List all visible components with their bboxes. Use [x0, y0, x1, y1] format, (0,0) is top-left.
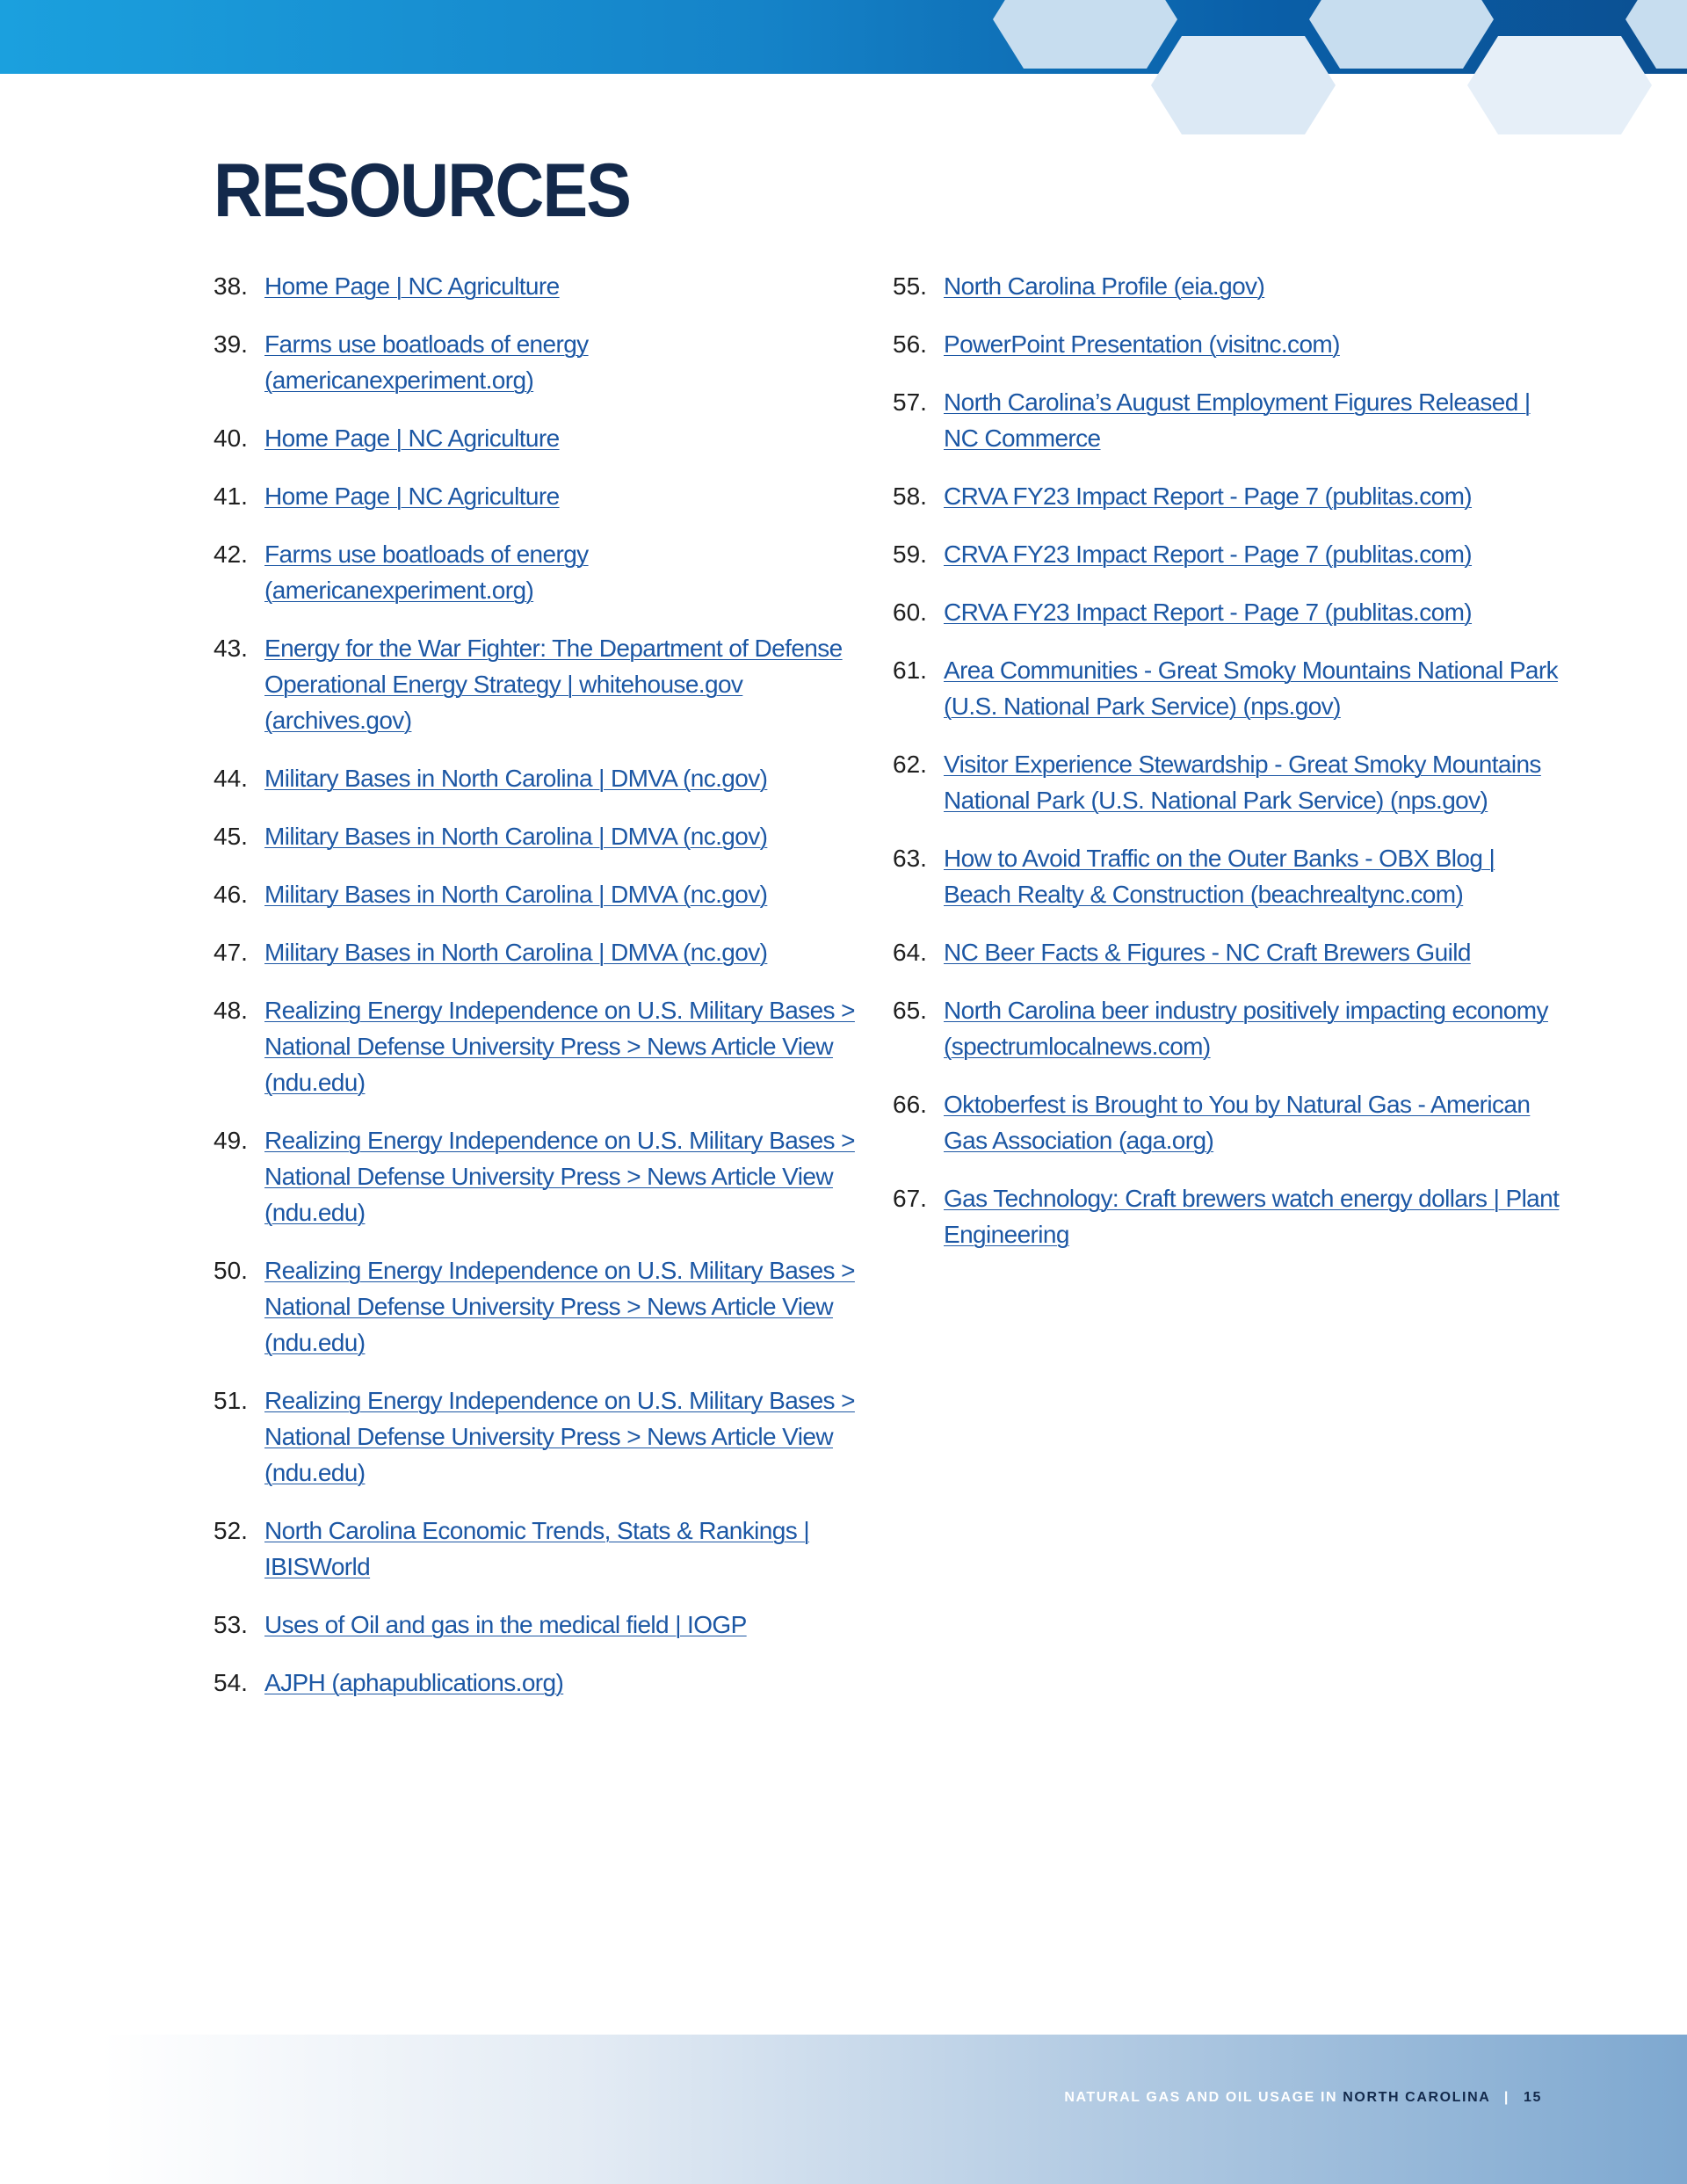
hexagon-shape [993, 0, 1177, 69]
reference-link[interactable]: Home Page | NC Agriculture [264, 272, 560, 300]
reference-number: 38. [214, 272, 248, 300]
reference-link[interactable]: Visitor Experience Stewardship - Great Smoky Mountains National Park (U.S. National Park Service) (nps.gov) [944, 751, 1541, 814]
reference-number: 54. [214, 1669, 248, 1696]
reference-link[interactable]: Realizing Energy Independence on U.S. Military Bases > National Defense University Press > News Article View (ndu.edu) [264, 1127, 855, 1226]
hexagon-shape [1151, 36, 1336, 134]
footer-label-accent: NORTH CAROLINA [1343, 2090, 1490, 2105]
list-item [214, 268, 859, 304]
hexagon-pattern [0, 0, 1687, 149]
reference-number: 47. [214, 939, 248, 966]
reference-number: 43. [214, 635, 248, 662]
list-item [214, 1252, 859, 1360]
reference-link[interactable]: Military Bases in North Carolina | DMVA (nc.gov) [264, 939, 768, 966]
list-item [214, 992, 859, 1100]
list-item [893, 384, 1560, 456]
reference-link[interactable]: PowerPoint Presentation (visitnc.com) [944, 330, 1340, 358]
reference-link[interactable]: North Carolina Economic Trends, Stats & Rankings | IBISWorld [264, 1517, 810, 1580]
reference-link[interactable]: North Carolina’s August Employment Figures Released | NC Commerce [944, 388, 1531, 452]
reference-number: 63. [893, 845, 927, 872]
list-item [893, 992, 1560, 1064]
reference-number: 42. [214, 541, 248, 568]
reference-link[interactable]: Home Page | NC Agriculture [264, 483, 560, 510]
reference-link[interactable]: AJPH (aphapublications.org) [264, 1669, 564, 1696]
reference-link[interactable]: How to Avoid Traffic on the Outer Banks - OBX Blog | Beach Realty & Construction (beachrealtync.com) [944, 845, 1495, 908]
list-item [214, 420, 859, 456]
reference-link[interactable]: Military Bases in North Carolina | DMVA (nc.gov) [264, 823, 768, 850]
list-item [214, 326, 859, 398]
footer-band [0, 2035, 1687, 2184]
reference-number: 40. [214, 424, 248, 452]
reference-link[interactable]: CRVA FY23 Impact Report - Page 7 (publitas.com) [944, 541, 1473, 568]
reference-link[interactable]: Uses of Oil and gas in the medical field | IOGP [264, 1611, 747, 1638]
hexagon-shape [1309, 0, 1494, 69]
reference-number: 56. [893, 330, 927, 358]
list-item [214, 818, 859, 854]
list-item [893, 840, 1560, 912]
reference-link[interactable]: Oktoberfest is Brought to You by Natural Gas - American Gas Association (aga.org) [944, 1091, 1531, 1154]
list-item [893, 746, 1560, 818]
list-item [893, 1180, 1560, 1252]
list-item [214, 934, 859, 970]
reference-link[interactable]: Military Bases in North Carolina | DMVA (nc.gov) [264, 881, 768, 908]
list-item [214, 876, 859, 912]
reference-number: 50. [214, 1257, 248, 1284]
list-item [893, 1086, 1560, 1158]
list-item [893, 594, 1560, 630]
list-item [214, 1665, 859, 1701]
footer-label: NATURAL GAS AND OIL USAGE IN [1064, 2090, 1338, 2105]
reference-link[interactable]: Military Bases in North Carolina | DMVA (nc.gov) [264, 765, 768, 792]
list-item [214, 1382, 859, 1491]
hexagon-shape [1467, 36, 1652, 134]
reference-number: 41. [214, 483, 248, 510]
references-right-column [893, 268, 1560, 1274]
reference-number: 49. [214, 1127, 248, 1154]
footer [1064, 2090, 1542, 2106]
reference-number: 59. [893, 541, 927, 568]
reference-link[interactable]: Realizing Energy Independence on U.S. Military Bases > National Defense University Press > News Article View (ndu.edu) [264, 997, 855, 1096]
list-item [214, 630, 859, 738]
footer-separator: | [1503, 2090, 1510, 2105]
list-item [214, 760, 859, 796]
reference-number: 57. [893, 388, 927, 416]
reference-number: 61. [893, 657, 927, 684]
list-item [893, 934, 1560, 970]
list-item [893, 478, 1560, 514]
reference-link[interactable]: Home Page | NC Agriculture [264, 424, 560, 452]
list-item [214, 1122, 859, 1230]
reference-link[interactable]: North Carolina Profile (eia.gov) [944, 272, 1265, 300]
list-item [214, 536, 859, 608]
reference-number: 55. [893, 272, 927, 300]
list-item [893, 326, 1560, 362]
reference-link[interactable]: CRVA FY23 Impact Report - Page 7 (publitas.com) [944, 599, 1473, 626]
reference-number: 45. [214, 823, 248, 850]
reference-number: 60. [893, 599, 927, 626]
reference-number: 52. [214, 1517, 248, 1544]
reference-link[interactable]: Energy for the War Fighter: The Department of Defense Operational Energy Strategy | whitehouse.gov (archives.gov) [264, 635, 843, 734]
reference-link[interactable]: Realizing Energy Independence on U.S. Military Bases > National Defense University Press > News Article View (ndu.edu) [264, 1257, 855, 1356]
list-item [214, 478, 859, 514]
reference-link[interactable]: Gas Technology: Craft brewers watch energy dollars | Plant Engineering [944, 1185, 1560, 1248]
reference-number: 66. [893, 1091, 927, 1118]
reference-number: 48. [214, 997, 248, 1024]
reference-link[interactable]: CRVA FY23 Impact Report - Page 7 (publitas.com) [944, 483, 1473, 510]
reference-number: 51. [214, 1387, 248, 1414]
reference-number: 58. [893, 483, 927, 510]
page-title: RESOURCES [214, 149, 631, 233]
page-number: 15 [1524, 2090, 1542, 2105]
reference-number: 46. [214, 881, 248, 908]
reference-number: 62. [893, 751, 927, 778]
reference-link[interactable]: Farms use boatloads of energy (americanexperiment.org) [264, 541, 589, 604]
reference-number: 65. [893, 997, 927, 1024]
list-item [214, 1607, 859, 1643]
list-item [893, 652, 1560, 724]
reference-number: 53. [214, 1611, 248, 1638]
reference-number: 44. [214, 765, 248, 792]
reference-number: 67. [893, 1185, 927, 1212]
reference-link[interactable]: Realizing Energy Independence on U.S. Military Bases > National Defense University Press > News Article View (ndu.edu) [264, 1387, 855, 1486]
list-item [893, 536, 1560, 572]
reference-number: 64. [893, 939, 927, 966]
reference-number: 39. [214, 330, 248, 358]
reference-link[interactable]: Area Communities - Great Smoky Mountains National Park (U.S. National Park Service) (nps.gov) [944, 657, 1558, 720]
list-item [214, 1513, 859, 1585]
reference-link[interactable]: NC Beer Facts & Figures - NC Craft Brewers Guild [944, 939, 1471, 966]
reference-link[interactable]: North Carolina beer industry positively impacting economy (spectrumlocalnews.com) [944, 997, 1548, 1060]
reference-link[interactable]: Farms use boatloads of energy (americanexperiment.org) [264, 330, 589, 394]
references-left-column [214, 268, 859, 1723]
list-item [893, 268, 1560, 304]
